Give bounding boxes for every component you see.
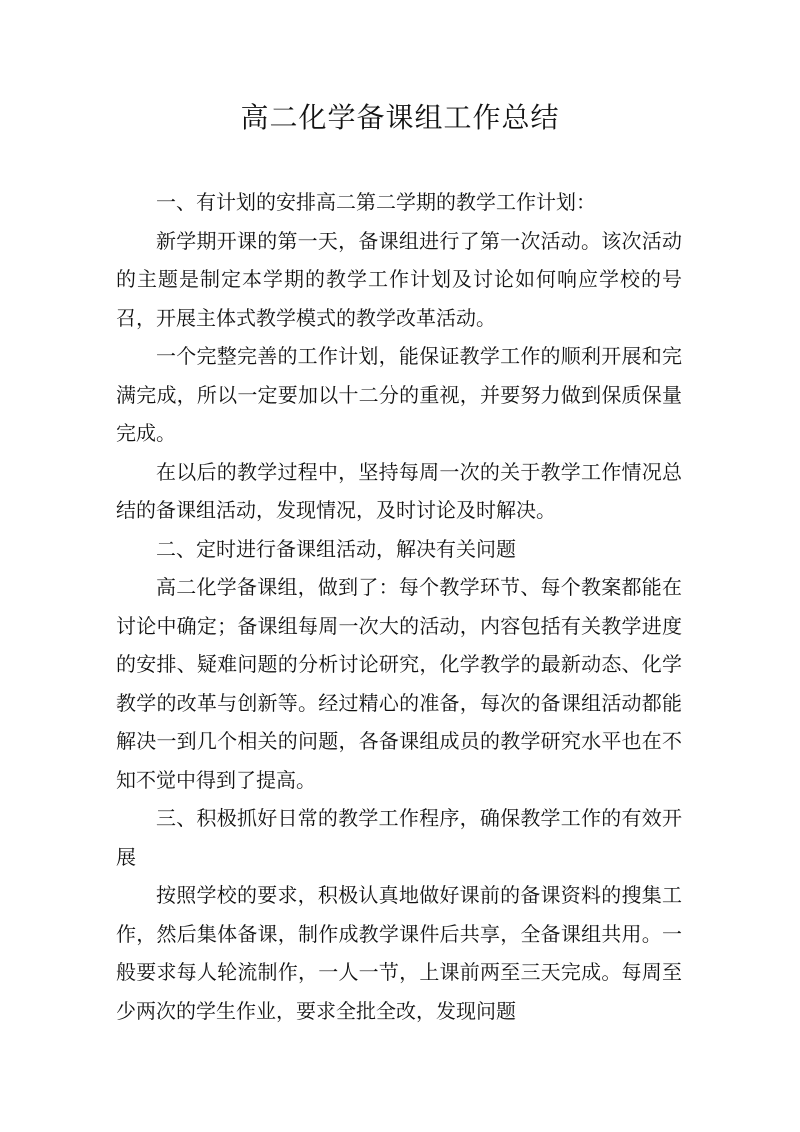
paragraph-section-2-heading: 二、定时进行备课组活动，解决有关问题 <box>156 536 516 561</box>
paragraph-lesson-prep: 按照学校的要求，积极认真地做好课前的备课资料的搜集工作，然后集体备课，制作成教学课件后共享，全备课组共用。一般要求每人轮流制作，一人一节，上课前两至三天完成。每周至少两次的学生作业，要求全批全改，发现问题 <box>116 883 682 1023</box>
document-title: 高二化学备课组工作总结 <box>240 101 560 134</box>
paragraph-weekly-summary: 在以后的教学过程中，坚持每周一次的关于教学工作情况总结的备课组活动，发现情况，及时讨论及时解决。 <box>116 459 682 522</box>
paragraph-group-activities: 高二化学备课组，做到了：每个教学环节、每个教案都能在讨论中确定；备课组每周一次大的活动，内容包括有关教学进度的安排、疑难问题的分析讨论研究，化学教学的最新动态、化学教学的改革与创新等。经过精心的准备，每次的备课组活动都能解决一到几个相关的问题，各备课组成员的教学研究水平也在不知不觉中得到了提高。 <box>116 575 682 792</box>
paragraph-section-3-heading: 三、积极抓好日常的教学工作程序，确保教学工作的有效开展 <box>116 806 682 869</box>
paragraph-first-activity: 新学期开课的第一天，备课组进行了第一次活动。该次活动的主题是制定本学期的教学工作计划及讨论如何响应学校的号召，开展主体式教学模式的教学改革活动。 <box>116 228 682 330</box>
paragraph-work-plan: 一个完整完善的工作计划，能保证教学工作的顺利开展和完满完成，所以一定要加以十二分的重视，并要努力做到保质保量完成。 <box>116 344 682 445</box>
document-body <box>116 183 682 1030</box>
paragraph-section-1-heading: 一、有计划的安排高二第二学期的教学工作计划： <box>156 190 596 214</box>
